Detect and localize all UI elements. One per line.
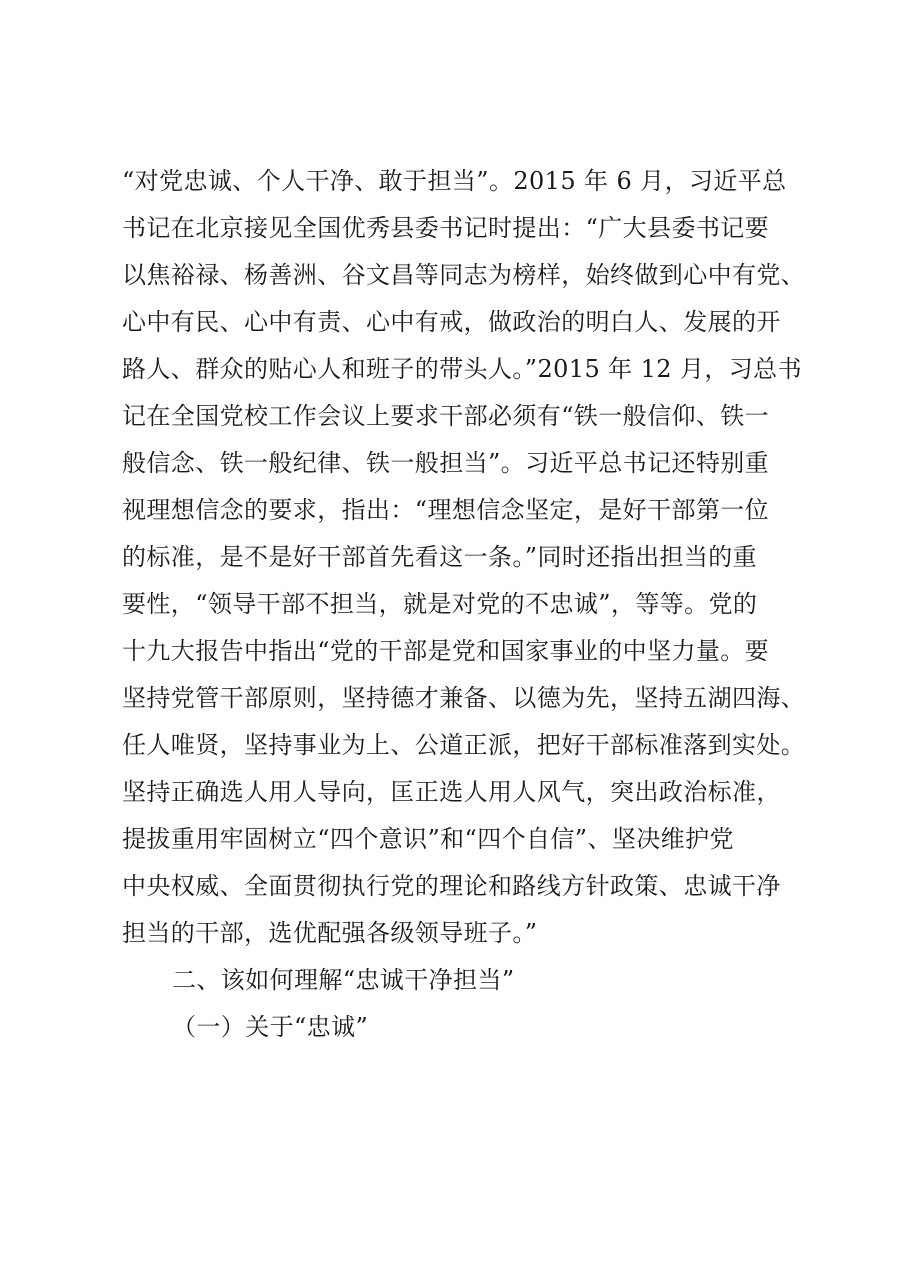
- section-heading: 二、该如何理解“忠诚干净担当”: [172, 966, 515, 994]
- paragraph-line: 十九大报告中指出“党的干部是党和国家事业的中坚力量。要: [122, 637, 770, 665]
- paragraph-line: 要性，“领导干部不担当，就是对党的不忠诚”，等等。党的: [122, 590, 758, 618]
- subsection-heading: （一）关于“忠诚”: [172, 1013, 369, 1041]
- paragraph-line: “对党忠诚、个人干净、敢于担当”。2015 年 6 月，习近平总: [122, 167, 787, 195]
- paragraph-line: 坚持党管干部原则，坚持德才兼备、以德为先，坚持五湖四海、: [122, 684, 806, 712]
- paragraph-line: 书记在北京接见全国优秀县委书记时提出：“广大县委书记要: [122, 214, 770, 242]
- paragraph-line: 担当的干部，选优配强各级领导班子。”: [122, 919, 538, 947]
- paragraph-line: 以焦裕禄、杨善洲、谷文昌等同志为榜样，始终做到心中有党、: [122, 261, 806, 289]
- paragraph-line: 的标准，是不是好干部首先看这一条。”同时还指出担当的重: [122, 543, 758, 571]
- paragraph-line: 心中有民、心中有责、心中有戒，做政治的明白人、发展的开: [122, 308, 781, 336]
- paragraph-line: 任人唯贤，坚持事业为上、公道正派，把好干部标准落到实处。: [122, 731, 806, 759]
- paragraph-line: 记在全国党校工作会议上要求干部必须有“铁一般信仰、铁一: [122, 402, 770, 430]
- paragraph-line: 路人、群众的贴心人和班子的带头人。”2015 年 12 月，习总书: [122, 355, 802, 383]
- paragraph-line: 提拔重用牢固树立“四个意识”和“四个自信”、坚决维护党: [122, 825, 734, 853]
- paragraph-line: 视理想信念的要求，指出：“理想信念坚定，是好干部第一位: [122, 496, 770, 524]
- paragraph-line: 中央权威、全面贯彻执行党的理论和路线方针政策、忠诚干净: [122, 872, 781, 900]
- paragraph-line: 坚持正确选人用人导向，匡正选人用人风气，突出政治标准，: [122, 778, 781, 806]
- paragraph-line: 般信念、铁一般纪律、铁一般担当”。习近平总书记还特别重: [122, 449, 770, 477]
